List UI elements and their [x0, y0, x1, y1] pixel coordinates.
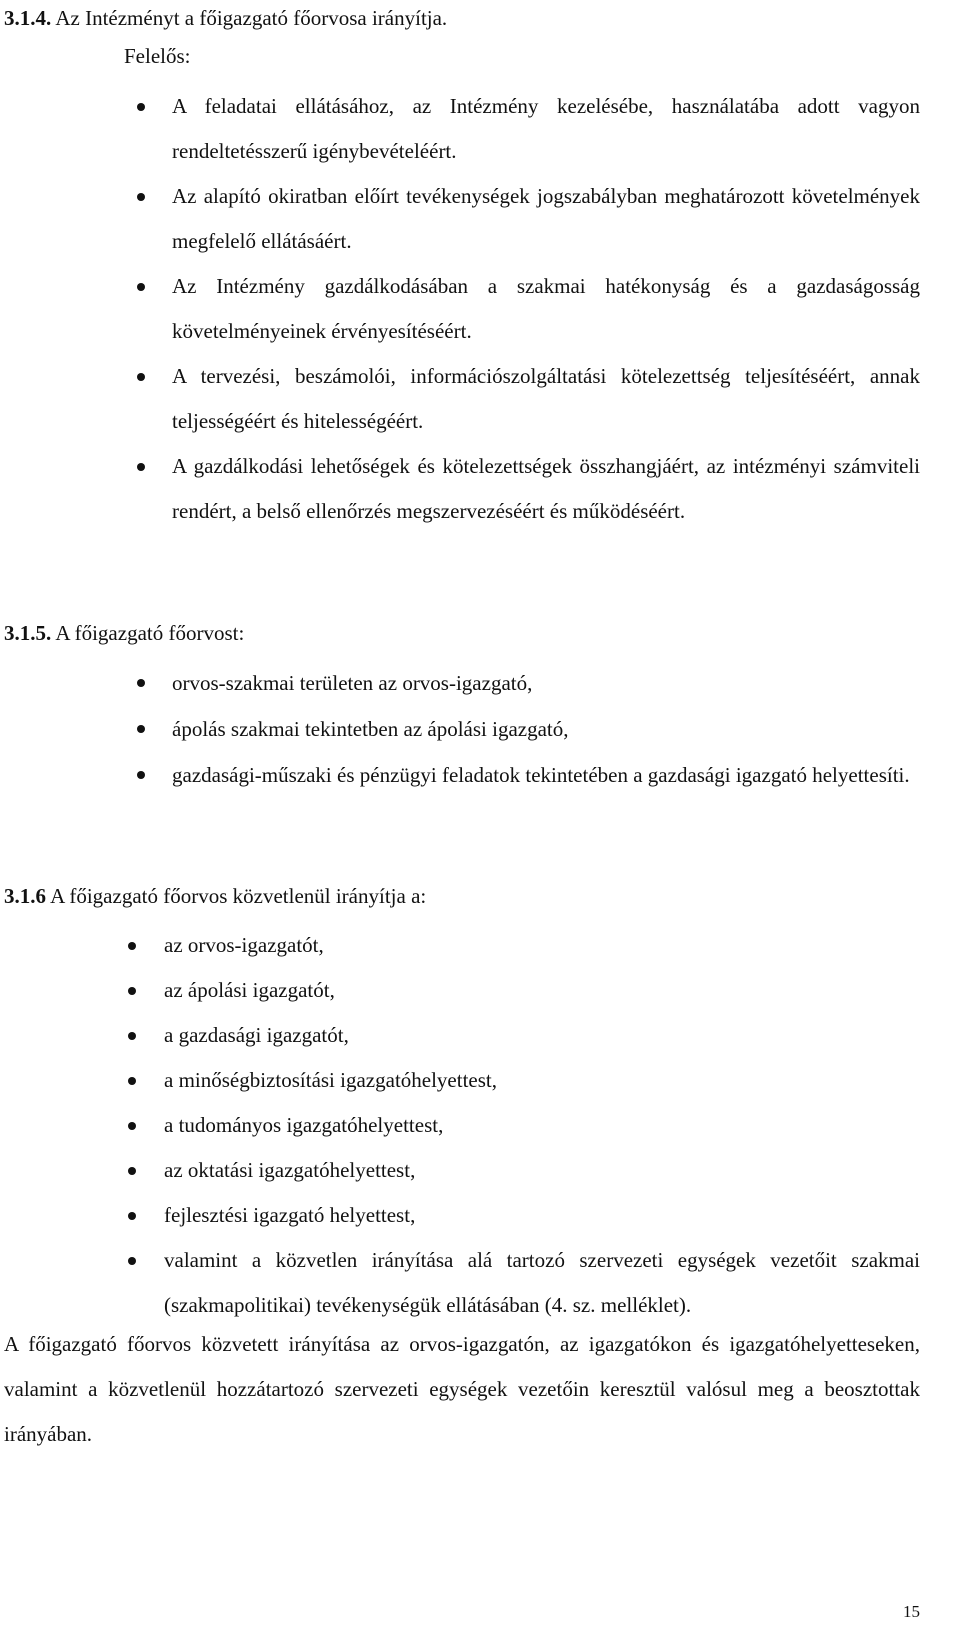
- bullet-icon: [128, 1032, 136, 1040]
- bullet-icon: [128, 942, 136, 950]
- section-heading-3-1-5: [4, 621, 244, 645]
- list-item: A gazdálkodási lehetőségek és kötelezettségek összhangjáért, az intézményi számviteli rendért, a belső ellenőrzés megszervezéséért és működéséért.: [172, 444, 920, 534]
- bullet-icon: [137, 373, 145, 381]
- list-item: az oktatási igazgatóhelyettest,: [164, 1148, 920, 1193]
- list-item: A feladatai ellátásához, az Intézmény kezelésébe, használatába adott vagyon rendeltetésszerű igénybevételéért.: [172, 84, 920, 174]
- page-number: 15: [903, 1602, 920, 1621]
- substitute-list: [172, 660, 920, 798]
- list-item: ápolás szakmai tekintetben az ápolási igazgató,: [172, 706, 920, 752]
- section-number: 3.1.4.: [4, 6, 52, 30]
- list-item: Az Intézmény gazdálkodásában a szakmai hatékonyság és a gazdaságosság követelményeinek érvényesítéséért.: [172, 264, 920, 354]
- bullet-icon: [137, 193, 145, 201]
- list-item: valamint a közvetlen irányítása alá tartozó szervezeti egységek vezetőit szakmai (szakmapolitikai) tevékenységük ellátásában (4. sz. melléklet).: [164, 1238, 920, 1328]
- bullet-icon: [128, 1122, 136, 1130]
- bullet-icon: [137, 771, 145, 779]
- responsible-label: Felelős:: [124, 44, 191, 68]
- bullet-icon: [137, 283, 145, 291]
- list-item: a tudományos igazgatóhelyettest,: [164, 1103, 920, 1148]
- bullet-icon: [137, 463, 145, 471]
- responsibility-list: [172, 84, 920, 534]
- list-item: az orvos-igazgatót,: [164, 923, 920, 968]
- list-item: az ápolási igazgatót,: [164, 968, 920, 1013]
- direct-reports-list: [164, 923, 920, 1328]
- section-number: 3.1.6: [4, 884, 46, 908]
- list-item: gazdasági-műszaki és pénzügyi feladatok tekintetében a gazdasági igazgató helyettesíti.: [172, 752, 920, 798]
- section-heading-3-1-6: [4, 884, 426, 908]
- bullet-icon: [128, 987, 136, 995]
- list-item: fejlesztési igazgató helyettest,: [164, 1193, 920, 1238]
- list-item: A tervezési, beszámolói, információszolgáltatási kötelezettség teljesítéséért, annak teljességéért és hitelességéért.: [172, 354, 920, 444]
- bullet-icon: [128, 1257, 136, 1265]
- bullet-icon: [137, 679, 145, 687]
- bullet-icon: [128, 1212, 136, 1220]
- list-item: a gazdasági igazgatót,: [164, 1013, 920, 1058]
- section-title: A főigazgató főorvos közvetlenül irányítja a:: [46, 884, 427, 908]
- list-item: orvos-szakmai területen az orvos-igazgató,: [172, 660, 920, 706]
- bullet-icon: [128, 1167, 136, 1175]
- bullet-icon: [137, 725, 145, 733]
- section-heading-3-1-4: [4, 6, 447, 30]
- section-title: A főigazgató főorvost:: [51, 621, 245, 645]
- closing-paragraph: A főigazgató főorvos közvetett irányítása az orvos-igazgatón, az igazgatókon és igazgatóhelyetteseken, valamint a közvetlenül hozzátartozó szervezeti egységek vezetőin keresztül valósul meg a beosztottak irányában.: [4, 1332, 920, 1446]
- section-title: Az Intézményt a főigazgató főorvosa irányítja.: [51, 6, 448, 30]
- section-number: 3.1.5.: [4, 621, 52, 645]
- bullet-icon: [137, 103, 145, 111]
- bullet-icon: [128, 1077, 136, 1085]
- list-item: a minőségbiztosítási igazgatóhelyettest,: [164, 1058, 920, 1103]
- list-item: Az alapító okiratban előírt tevékenységek jogszabályban meghatározott követelmények megfelelő ellátásáért.: [172, 174, 920, 264]
